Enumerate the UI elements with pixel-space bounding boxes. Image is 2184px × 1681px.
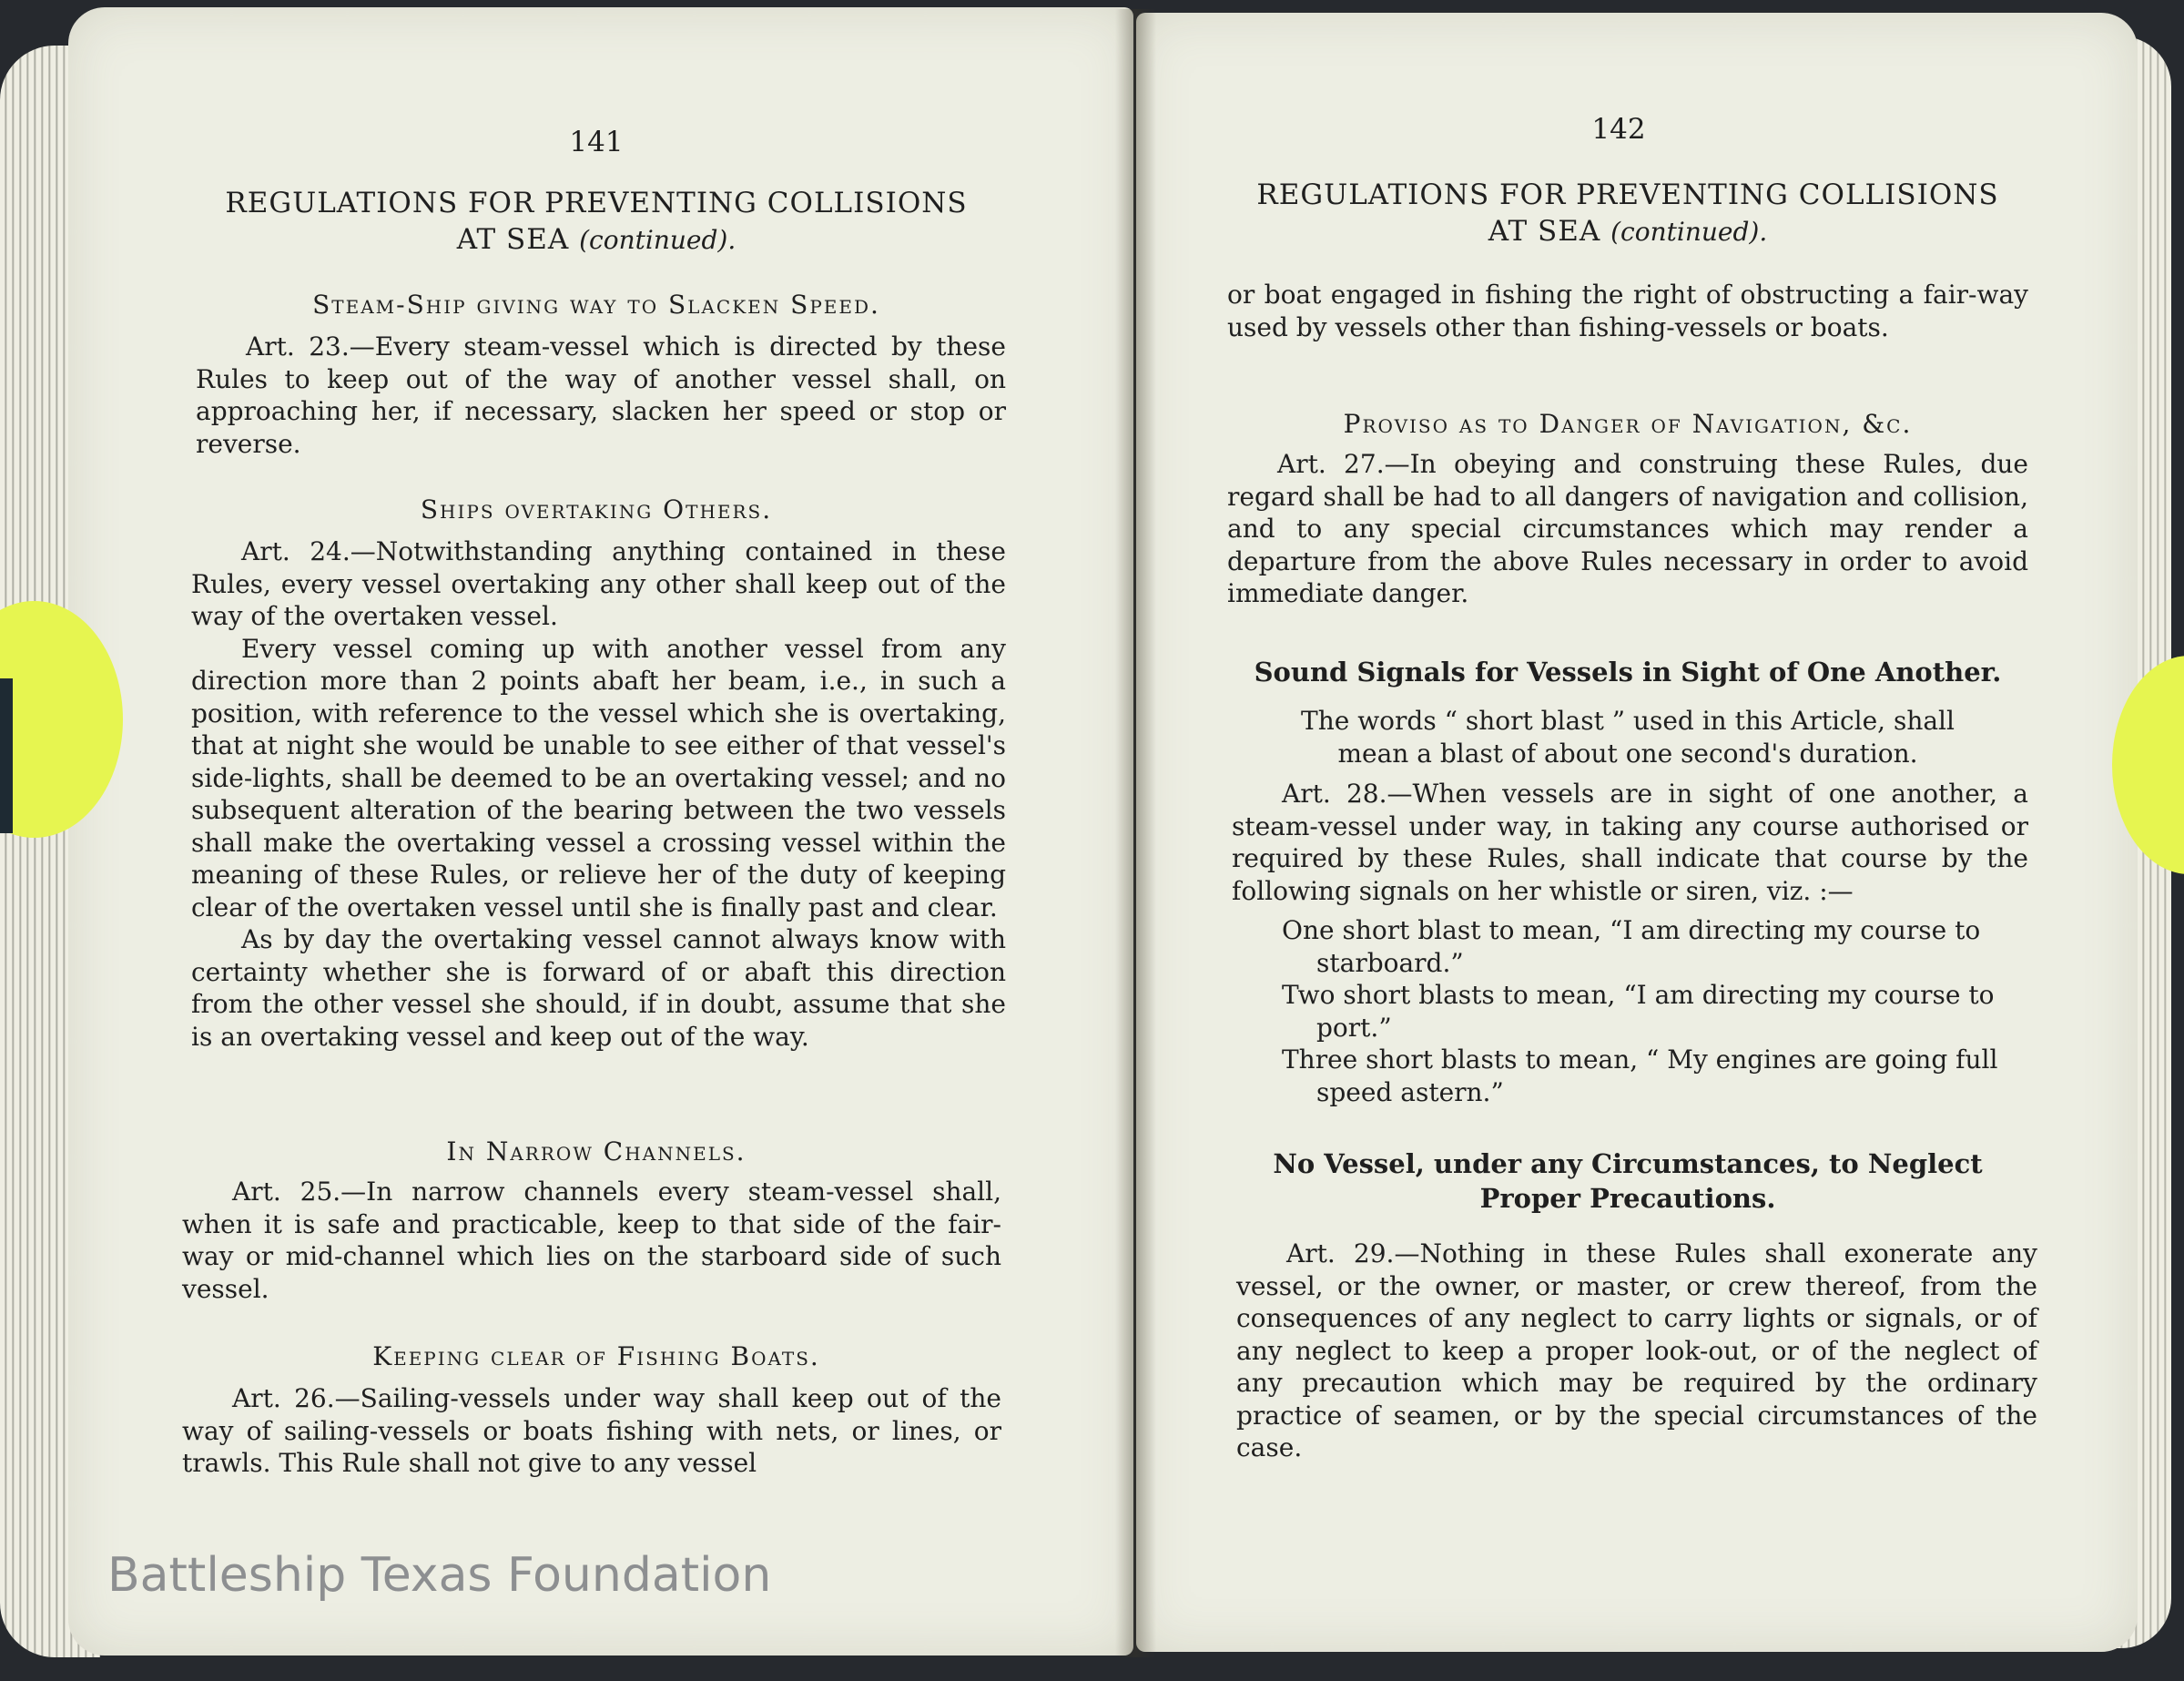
right-page-number: 142 — [1591, 113, 1646, 146]
section-heading: Steam-Ship giving way to Slacken Speed. — [312, 290, 880, 320]
book-gutter — [1115, 9, 1156, 1657]
article-26-continued: or boat engaged in fishing the right of obstructing a fair-way used by vessels other than fishing-vessels or boats. — [1227, 280, 2028, 342]
left-tab-marker — [0, 678, 13, 833]
section-heading: Ships overtaking Others. — [420, 494, 773, 525]
section-heading: No Vessel, under any Circumstances, to Neglect Proper Precautions. — [1273, 1148, 1983, 1214]
left-page — [68, 7, 1133, 1656]
sound-note: The words “ short blast ” used in this Article, shall mean a blast of about one second's duration. — [1301, 706, 1955, 769]
article-26: Art. 26.—Sailing-vessels under way shall keep out of the way of sailing-vessels or boats fishing with nets, or lines, or trawls. This Rule shall not give to any vessel — [182, 1383, 1001, 1478]
article-25: Art. 25.—In narrow channels every steam-vessel shall, when it is safe and practicable, keep to that side of the fair-way or mid-channel which lies on the starboard side of such vessel. — [182, 1177, 1001, 1304]
watermark: Battleship Texas Foundation — [107, 1548, 772, 1603]
signal-item: Three short blasts to mean, “ My engines are going full speed astern.” — [1282, 1044, 1998, 1107]
left-page-number: 141 — [569, 126, 624, 158]
section-heading: Proviso as to Danger of Navigation, &c. — [1343, 409, 1913, 439]
article-23: Art. 23.—Every steam-vessel which is directed by these Rules to keep out of the way of another vessel shall, on approaching her, if necessary, slacken her speed or stop or reverse. — [196, 331, 1006, 459]
article-29: Art. 29.—Nothing in these Rules shall exonerate any vessel, or the owner, or master, or crew thereof, from the consequences of any neglect to carry lights or signals, or of any neglect to keep a proper look-out, or of the neglect of any precaution which may be required by the ordinary practice of seamen, or by the special circumstances of the case. — [1236, 1238, 2037, 1462]
article-27: Art. 27.—In obeying and construing these Rules, due regard shall be had to all dangers of navigation and collision, and to any special circumstances which may render a departure from the above Rules necessary in order to avoid immediate danger. — [1227, 449, 2028, 608]
signal-list — [1282, 914, 2028, 1108]
signal-item: One short blast to mean, “I am directing my course to starboard.” — [1282, 915, 1981, 978]
signal-item: Two short blasts to mean, “I am directing my course to port.” — [1282, 980, 1995, 1043]
right-page — [1136, 13, 2138, 1652]
right-page-header: REGULATIONS FOR PREVENTING COLLISIONS AT SEA (continued). — [1256, 178, 1999, 248]
section-heading: In Narrow Channels. — [446, 1136, 747, 1167]
article-28: Art. 28.—When vessels are in sight of one another, a steam-vessel under way, in taking any course authorised or required by these Rules, shall indicate that course by the following signals on her whistle or siren, viz. :— — [1232, 779, 2028, 906]
left-page-header: REGULATIONS FOR PREVENTING COLLISIONS AT SEA (continued). — [225, 187, 968, 256]
section-heading: Keeping clear of Fishing Boats. — [372, 1341, 820, 1371]
article-24: Art. 24.—Notwithstanding anything contained in these Rules, every vessel overtaking any other shall keep out of the way of the overtaken vessel. Every vessel coming up with another vessel from any direction more than 2 points abaft her beam, i.e., in such a position, with reference to the vessel which she is overtaking, that at night she would be unable to see either of that vessel's side-lights, shall be deemed to be an overtaking vessel; and no subsequent alteration of the bearing between the two vessels shall make the overtaking vessel a crossing vessel within the meaning of these Rules, or relieve her of the duty of keeping clear of the overtaken vessel until she is finally past and clear. As by day the overtaking vessel cannot always know with certainty whether she is forward of or abaft this direction from the other vessel she should, if in doubt, assume that she is an overtaking vessel and keep out of the way. — [191, 536, 1006, 1052]
section-heading: Sound Signals for Vessels in Sight of One Another. — [1254, 657, 2002, 688]
